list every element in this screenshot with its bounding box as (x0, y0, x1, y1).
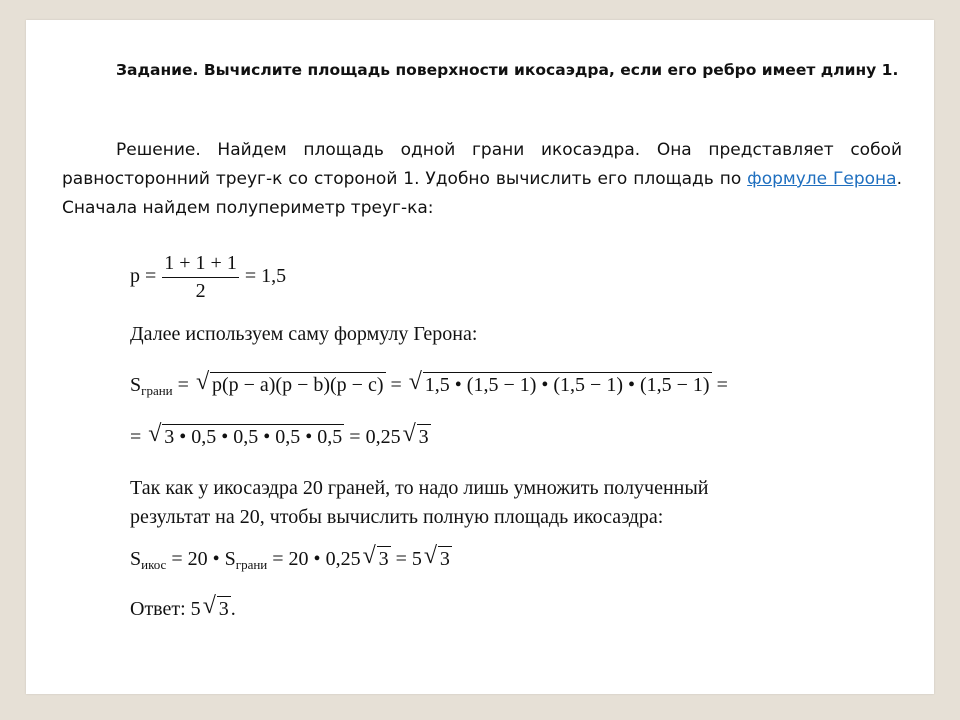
radical-sign: √ (202, 593, 216, 619)
result-value: = 0,25 (349, 426, 401, 448)
equals-sign: = (177, 374, 189, 396)
heron-formula-link[interactable]: формуле Герона (747, 169, 897, 189)
semiperimeter-lhs: p = (130, 265, 157, 288)
solution-text-2: . Сначала найдем полупериметр треуг-ка: (62, 169, 902, 218)
conclusion-line-1: Так как у икосаэдра 20 граней, то надо лишь умножить полученный (130, 477, 709, 499)
radical-sign: √ (408, 369, 422, 395)
s-subscript: грани (141, 383, 173, 398)
equals-sign: = (390, 374, 402, 396)
product-radicand: 3 • 0,5 • 0,5 • 0,5 • 0,5 (164, 426, 343, 448)
total-area-formula (130, 543, 452, 573)
solution-text-1: Решение. Найдем площадь одной грани икосаэдра. Она представляет собой равносторонний треуг-к со стороной 1. Удобно вычислить его площадь по (62, 140, 902, 189)
radical-sign: √ (362, 543, 376, 569)
sqrt-three (423, 543, 452, 571)
s-symbol: S (130, 548, 142, 570)
answer-line (130, 593, 236, 621)
radical-sign: √ (195, 369, 210, 395)
radical-sign: √ (402, 421, 416, 447)
face-area-result (130, 421, 431, 449)
sqrt-three (402, 421, 431, 449)
face-area-formula (130, 369, 728, 399)
answer-end: . (230, 598, 236, 620)
slide (26, 20, 934, 694)
sqrt-three-radicand: 3 (418, 426, 429, 448)
sqrt-three-radicand: 3 (439, 548, 450, 570)
radical-sign: √ (423, 543, 438, 569)
numeric-radicand: 1,5 • (1,5 − 1) • (1,5 − 1) • (1,5 − 1) (424, 374, 710, 396)
sqrt-three-radicand: 3 (218, 598, 229, 620)
radical-sign: √ (148, 421, 162, 447)
solution-paragraph (62, 136, 902, 223)
equals-sign: = (130, 426, 142, 448)
numeric-sqrt (408, 369, 712, 397)
conclusion-line-2: результат на 20, чтобы вычислить полную площадь икосаэдра: (130, 506, 664, 528)
s-subscript-ikos: икос (141, 557, 167, 572)
total-mid-1: = 20 • S (171, 548, 236, 570)
sqrt-three (362, 543, 391, 571)
semiperimeter-rhs: = 1,5 (244, 265, 287, 288)
total-mid-2: = 20 • 0,25 (272, 548, 361, 570)
fraction-denominator: 2 (195, 280, 206, 302)
product-sqrt (148, 421, 344, 449)
s-subscript-grani: грани (235, 557, 268, 572)
heron-radicand: p(p − a)(p − b)(p − c) (211, 374, 384, 396)
s-symbol: S (130, 374, 142, 396)
semiperimeter-formula (130, 252, 286, 303)
answer-label: Ответ: 5 (130, 598, 201, 620)
sqrt-three-radicand: 3 (378, 548, 389, 570)
fraction-numerator: 1 + 1 + 1 (162, 252, 239, 278)
task-statement: Задание. Вычислите площадь поверхности икосаэдра, если его ребро имеет длину 1. (116, 61, 899, 79)
sqrt-three (202, 593, 231, 621)
equals-sign: = (716, 374, 728, 396)
heron-sqrt (195, 369, 386, 397)
semiperimeter-fraction (162, 252, 239, 303)
total-mid-3: = 5 (395, 548, 422, 570)
heron-intro-text: Далее используем саму формулу Герона: (130, 323, 478, 345)
